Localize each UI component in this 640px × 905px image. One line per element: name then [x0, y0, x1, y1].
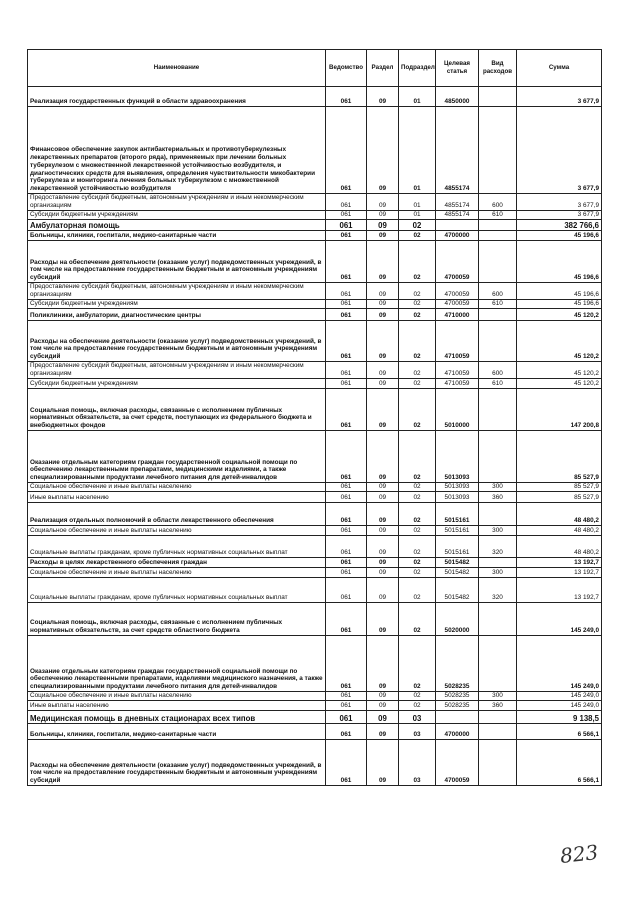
table-row	[28, 241, 602, 283]
row-razdel-cell: 09	[367, 300, 399, 309]
row-expense-type-cell: 300	[479, 526, 517, 536]
row-target-article-cell: 4710059	[436, 379, 479, 389]
row-vedomstvo-cell: 061	[326, 636, 367, 692]
row-razdel-cell: 09	[367, 603, 399, 636]
row-expense-type-cell: 320	[479, 536, 517, 558]
row-vedomstvo-cell: 061	[326, 283, 367, 300]
row-name-cell: Больницы, клиники, госпитали, медико-санитарные части	[28, 724, 326, 740]
row-vedomstvo-cell: 061	[326, 568, 367, 578]
row-target-article-cell: 4710000	[436, 309, 479, 321]
row-vedomstvo-cell: 061	[326, 431, 367, 483]
row-razdel-cell: 09	[367, 636, 399, 692]
row-name-cell: Социальное обеспечение и иные выплаты населению	[28, 692, 326, 701]
row-expense-type-cell	[479, 107, 517, 194]
table-row	[28, 492, 602, 503]
row-razdel-cell: 09	[367, 309, 399, 321]
row-name-cell: Социальные выплаты гражданам, кроме публичных нормативных социальных выплат	[28, 578, 326, 603]
row-target-article-cell: 4855174	[436, 211, 479, 220]
table-row	[28, 431, 602, 483]
table-row	[28, 362, 602, 379]
header-expense-type: Вид расходов	[479, 50, 517, 87]
table-row	[28, 724, 602, 740]
row-sum-cell: 48 480,2	[517, 536, 602, 558]
row-razdel-cell: 09	[367, 231, 399, 241]
row-podrazdel-cell: 02	[399, 362, 436, 379]
row-sum-cell: 45 120,2	[517, 379, 602, 389]
table-row	[28, 568, 602, 578]
row-razdel-cell: 09	[367, 87, 399, 107]
row-podrazdel-cell: 03	[399, 740, 436, 786]
row-razdel-cell: 09	[367, 194, 399, 211]
row-podrazdel-cell: 01	[399, 107, 436, 194]
row-razdel-cell: 09	[367, 740, 399, 786]
row-podrazdel-cell: 02	[399, 483, 436, 492]
row-expense-type-cell: 320	[479, 578, 517, 603]
row-target-article-cell: 5028235	[436, 636, 479, 692]
row-podrazdel-cell: 02	[399, 503, 436, 526]
row-sum-cell: 48 480,2	[517, 503, 602, 526]
row-razdel-cell: 09	[367, 211, 399, 220]
row-target-article-cell: 4700000	[436, 231, 479, 241]
row-target-article-cell: 4700000	[436, 724, 479, 740]
row-sum-cell: 45 120,2	[517, 362, 602, 379]
row-expense-type-cell	[479, 241, 517, 283]
row-target-article-cell: 5015161	[436, 536, 479, 558]
row-target-article-cell: 4700059	[436, 300, 479, 309]
row-target-article-cell: 5013093	[436, 492, 479, 503]
table-row	[28, 389, 602, 431]
row-target-article-cell: 5015161	[436, 526, 479, 536]
row-razdel-cell: 09	[367, 431, 399, 483]
row-vedomstvo-cell: 061	[326, 211, 367, 220]
row-sum-cell: 3 677,9	[517, 211, 602, 220]
row-expense-type-cell: 610	[479, 211, 517, 220]
row-sum-cell: 145 249,0	[517, 692, 602, 701]
row-sum-cell: 45 120,2	[517, 321, 602, 362]
table-row	[28, 283, 602, 300]
table-row	[28, 194, 602, 211]
row-vedomstvo-cell: 061	[326, 309, 367, 321]
row-name-cell: Предоставление субсидий бюджетным, автономным учреждениям и иным некоммерческим организациям	[28, 283, 326, 300]
row-vedomstvo-cell: 061	[326, 701, 367, 711]
row-name-cell: Субсидии бюджетным учреждениям	[28, 300, 326, 309]
row-razdel-cell: 09	[367, 692, 399, 701]
row-target-article-cell: 4855174	[436, 107, 479, 194]
row-sum-cell: 85 527,9	[517, 483, 602, 492]
table-row	[28, 526, 602, 536]
row-sum-cell: 3 677,9	[517, 107, 602, 194]
table-row	[28, 321, 602, 362]
table-row	[28, 220, 602, 231]
row-vedomstvo-cell: 061	[326, 503, 367, 526]
row-vedomstvo-cell: 061	[326, 603, 367, 636]
row-vedomstvo-cell: 061	[326, 231, 367, 241]
row-name-cell: Амбулаторная помощь	[28, 220, 326, 231]
row-expense-type-cell	[479, 309, 517, 321]
row-podrazdel-cell: 02	[399, 692, 436, 701]
row-sum-cell: 3 677,9	[517, 194, 602, 211]
row-razdel-cell: 09	[367, 283, 399, 300]
row-name-cell: Социальное обеспечение и иные выплаты населению	[28, 568, 326, 578]
row-sum-cell: 145 249,0	[517, 636, 602, 692]
table-row	[28, 379, 602, 389]
row-expense-type-cell: 360	[479, 492, 517, 503]
row-name-cell: Поликлиники, амбулатории, диагностические центры	[28, 309, 326, 321]
row-expense-type-cell: 610	[479, 379, 517, 389]
row-sum-cell: 13 192,7	[517, 558, 602, 568]
row-vedomstvo-cell: 061	[326, 220, 367, 231]
row-vedomstvo-cell: 061	[326, 107, 367, 194]
row-razdel-cell: 09	[367, 503, 399, 526]
row-target-article-cell: 4855174	[436, 194, 479, 211]
table-row	[28, 740, 602, 786]
row-podrazdel-cell: 03	[399, 711, 436, 724]
row-name-cell: Оказание отдельным категориям граждан государственной социальной помощи по обеспечению лекарственными препаратами, изделиями медицинского назначения, а также специализированными продуктами лечебного питания для детей-инвалидов	[28, 636, 326, 692]
row-expense-type-cell	[479, 558, 517, 568]
row-podrazdel-cell: 02	[399, 492, 436, 503]
row-podrazdel-cell: 02	[399, 701, 436, 711]
row-name-cell: Реализация государственных функций в области здравоохранения	[28, 87, 326, 107]
row-podrazdel-cell: 03	[399, 724, 436, 740]
row-name-cell: Расходы на обеспечение деятельности (оказание услуг) подведомственных учреждений, в том числе на предоставление государственным бюджетным и автономным учреждениям субсидий	[28, 321, 326, 362]
row-sum-cell: 6 566,1	[517, 724, 602, 740]
row-name-cell: Расходы на обеспечение деятельности (оказание услуг) подведомственных учреждений, в том числе на предоставление государственным бюджетным и автономным учреждениям субсидий	[28, 740, 326, 786]
table-row	[28, 87, 602, 107]
row-podrazdel-cell: 02	[399, 568, 436, 578]
row-razdel-cell: 09	[367, 241, 399, 283]
row-podrazdel-cell: 02	[399, 231, 436, 241]
row-sum-cell: 85 527,9	[517, 431, 602, 483]
table-row	[28, 107, 602, 194]
table-header-row	[28, 50, 602, 87]
row-sum-cell: 48 480,2	[517, 526, 602, 536]
table-row	[28, 636, 602, 692]
row-name-cell: Реализация отдельных полномочий в области лекарственного обеспечения	[28, 503, 326, 526]
row-expense-type-cell	[479, 711, 517, 724]
row-podrazdel-cell: 02	[399, 536, 436, 558]
row-expense-type-cell	[479, 503, 517, 526]
row-podrazdel-cell: 02	[399, 636, 436, 692]
row-expense-type-cell: 600	[479, 283, 517, 300]
row-razdel-cell: 09	[367, 558, 399, 568]
row-razdel-cell: 09	[367, 526, 399, 536]
row-sum-cell: 45 196,6	[517, 300, 602, 309]
row-name-cell: Субсидии бюджетным учреждениям	[28, 379, 326, 389]
row-expense-type-cell	[479, 740, 517, 786]
row-razdel-cell: 09	[367, 568, 399, 578]
row-expense-type-cell	[479, 231, 517, 241]
row-target-article-cell: 5015482	[436, 558, 479, 568]
row-target-article-cell: 5028235	[436, 701, 479, 711]
header-vedomstvo: Ведомство	[326, 50, 367, 87]
row-podrazdel-cell: 02	[399, 526, 436, 536]
table-row	[28, 231, 602, 241]
table-row	[28, 558, 602, 568]
row-razdel-cell: 09	[367, 536, 399, 558]
row-target-article-cell: 4850000	[436, 87, 479, 107]
row-sum-cell: 6 566,1	[517, 740, 602, 786]
row-expense-type-cell: 300	[479, 568, 517, 578]
row-sum-cell: 9 138,5	[517, 711, 602, 724]
row-expense-type-cell	[479, 321, 517, 362]
row-sum-cell: 13 192,7	[517, 578, 602, 603]
header-razdel: Раздел	[367, 50, 399, 87]
row-podrazdel-cell: 02	[399, 300, 436, 309]
row-razdel-cell: 09	[367, 701, 399, 711]
row-vedomstvo-cell: 061	[326, 724, 367, 740]
row-podrazdel-cell: 02	[399, 431, 436, 483]
row-expense-type-cell: 600	[479, 194, 517, 211]
row-podrazdel-cell: 02	[399, 283, 436, 300]
row-vedomstvo-cell: 061	[326, 379, 367, 389]
row-razdel-cell: 09	[367, 711, 399, 724]
table-row	[28, 211, 602, 220]
row-expense-type-cell: 300	[479, 483, 517, 492]
row-target-article-cell: 4710059	[436, 362, 479, 379]
row-sum-cell: 45 196,6	[517, 241, 602, 283]
row-expense-type-cell	[479, 87, 517, 107]
row-podrazdel-cell: 02	[399, 389, 436, 431]
row-vedomstvo-cell: 061	[326, 740, 367, 786]
row-name-cell: Социальное обеспечение и иные выплаты населению	[28, 483, 326, 492]
row-name-cell: Предоставление субсидий бюджетным, автономным учреждениям и иным некоммерческим организациям	[28, 194, 326, 211]
row-podrazdel-cell: 01	[399, 194, 436, 211]
row-vedomstvo-cell: 061	[326, 692, 367, 701]
row-podrazdel-cell: 01	[399, 211, 436, 220]
row-name-cell: Социальная помощь, включая расходы, связанные с исполнением публичных нормативных обязательств, за счет средств, поступающих из федерального бюджета и внебюджетных фондов	[28, 389, 326, 431]
row-target-article-cell: 5015482	[436, 578, 479, 603]
row-target-article-cell: 4710059	[436, 321, 479, 362]
row-vedomstvo-cell: 061	[326, 241, 367, 283]
row-expense-type-cell	[479, 636, 517, 692]
row-name-cell: Субсидии бюджетным учреждениям	[28, 211, 326, 220]
row-razdel-cell: 09	[367, 362, 399, 379]
row-target-article-cell: 5020000	[436, 603, 479, 636]
row-expense-type-cell	[479, 603, 517, 636]
row-vedomstvo-cell: 061	[326, 558, 367, 568]
row-podrazdel-cell: 02	[399, 603, 436, 636]
header-name: Наименование	[28, 50, 326, 87]
row-name-cell: Социальные выплаты гражданам, кроме публичных нормативных социальных выплат	[28, 536, 326, 558]
table-row	[28, 309, 602, 321]
table-row	[28, 300, 602, 309]
row-name-cell: Оказание отдельным категориям граждан государственной социальной помощи по обеспечению лекарственными препаратами, медицинскими изделиями, а также специализированными продуктами лечебного питания для детей-инвалидов	[28, 431, 326, 483]
row-vedomstvo-cell: 061	[326, 536, 367, 558]
row-razdel-cell: 09	[367, 220, 399, 231]
table-row	[28, 603, 602, 636]
row-name-cell: Социальное обеспечение и иные выплаты населению	[28, 526, 326, 536]
header-target-article: Целевая статья	[436, 50, 479, 87]
header-podrazdel: Подраздел	[399, 50, 436, 87]
row-sum-cell: 145 249,0	[517, 701, 602, 711]
row-expense-type-cell	[479, 724, 517, 740]
table-row	[28, 483, 602, 492]
row-target-article-cell: 4700059	[436, 740, 479, 786]
row-podrazdel-cell: 02	[399, 578, 436, 603]
row-vedomstvo-cell: 061	[326, 389, 367, 431]
row-target-article-cell: 4700059	[436, 283, 479, 300]
row-name-cell: Больницы, клиники, госпитали, медико-санитарные части	[28, 231, 326, 241]
table-row	[28, 503, 602, 526]
row-expense-type-cell: 300	[479, 692, 517, 701]
row-razdel-cell: 09	[367, 389, 399, 431]
row-name-cell: Предоставление субсидий бюджетным, автономным учреждениям и иным некоммерческим организациям	[28, 362, 326, 379]
header-sum: Сумма	[517, 50, 602, 87]
row-podrazdel-cell: 02	[399, 309, 436, 321]
row-target-article-cell: 5013093	[436, 483, 479, 492]
row-podrazdel-cell: 02	[399, 241, 436, 283]
row-name-cell: Медицинская помощь в дневных стационарах всех типов	[28, 711, 326, 724]
row-podrazdel-cell: 01	[399, 87, 436, 107]
row-sum-cell: 13 192,7	[517, 568, 602, 578]
budget-table	[27, 49, 602, 786]
row-expense-type-cell: 610	[479, 300, 517, 309]
table-row	[28, 701, 602, 711]
row-razdel-cell: 09	[367, 107, 399, 194]
row-vedomstvo-cell: 061	[326, 300, 367, 309]
row-podrazdel-cell: 02	[399, 321, 436, 362]
row-expense-type-cell	[479, 220, 517, 231]
row-target-article-cell: 5015482	[436, 568, 479, 578]
row-sum-cell: 85 527,9	[517, 492, 602, 503]
table-row	[28, 578, 602, 603]
row-sum-cell: 147 200,8	[517, 389, 602, 431]
row-vedomstvo-cell: 061	[326, 526, 367, 536]
row-vedomstvo-cell: 061	[326, 87, 367, 107]
row-expense-type-cell	[479, 389, 517, 431]
row-name-cell: Социальная помощь, включая расходы, связанные с исполнением публичных нормативных обязательств, за счет средств областного бюджета	[28, 603, 326, 636]
row-target-article-cell: 5013093	[436, 431, 479, 483]
row-name-cell: Расходы в целях лекарственного обеспечения граждан	[28, 558, 326, 568]
row-target-article-cell	[436, 220, 479, 231]
row-target-article-cell	[436, 711, 479, 724]
row-vedomstvo-cell: 061	[326, 321, 367, 362]
row-name-cell: Финансовое обеспечение закупок антибактериальных и противотуберкулезных лекарственных препаратов (второго ряда), применяемых при лечении больных туберкулезом с множественной лекарственной устойчивостью возбудителя, и диагностических средств для выявления, определения чувствительности микобактерии туберкулеза и мониторинга лечения больных туберкулезом с множественной лекарственной устойчивостью возбудителя	[28, 107, 326, 194]
row-sum-cell: 45 196,6	[517, 283, 602, 300]
row-vedomstvo-cell: 061	[326, 362, 367, 379]
table-row	[28, 711, 602, 724]
row-podrazdel-cell: 02	[399, 379, 436, 389]
row-sum-cell: 145 249,0	[517, 603, 602, 636]
row-name-cell: Иные выплаты населению	[28, 701, 326, 711]
row-expense-type-cell	[479, 431, 517, 483]
handwritten-page-number: 823	[558, 840, 600, 868]
row-name-cell: Иные выплаты населению	[28, 492, 326, 503]
row-razdel-cell: 09	[367, 379, 399, 389]
row-target-article-cell: 5010000	[436, 389, 479, 431]
row-sum-cell: 3 677,9	[517, 87, 602, 107]
row-podrazdel-cell: 02	[399, 220, 436, 231]
row-target-article-cell: 4700059	[436, 241, 479, 283]
table-row	[28, 536, 602, 558]
table-row	[28, 692, 602, 701]
row-razdel-cell: 09	[367, 321, 399, 362]
row-sum-cell: 45 120,2	[517, 309, 602, 321]
row-vedomstvo-cell: 061	[326, 483, 367, 492]
row-sum-cell: 382 766,6	[517, 220, 602, 231]
row-expense-type-cell: 600	[479, 362, 517, 379]
row-expense-type-cell: 360	[479, 701, 517, 711]
row-razdel-cell: 09	[367, 492, 399, 503]
row-vedomstvo-cell: 061	[326, 194, 367, 211]
row-razdel-cell: 09	[367, 578, 399, 603]
row-target-article-cell: 5015161	[436, 503, 479, 526]
row-podrazdel-cell: 02	[399, 558, 436, 568]
row-vedomstvo-cell: 061	[326, 578, 367, 603]
row-razdel-cell: 09	[367, 483, 399, 492]
row-sum-cell: 45 196,6	[517, 231, 602, 241]
row-name-cell: Расходы на обеспечение деятельности (оказание услуг) подведомственных учреждений, в том числе на предоставление государственным бюджетным и автономным учреждениям субсидий	[28, 241, 326, 283]
row-vedomstvo-cell: 061	[326, 492, 367, 503]
row-vedomstvo-cell: 061	[326, 711, 367, 724]
row-target-article-cell: 5028235	[436, 692, 479, 701]
row-razdel-cell: 09	[367, 724, 399, 740]
